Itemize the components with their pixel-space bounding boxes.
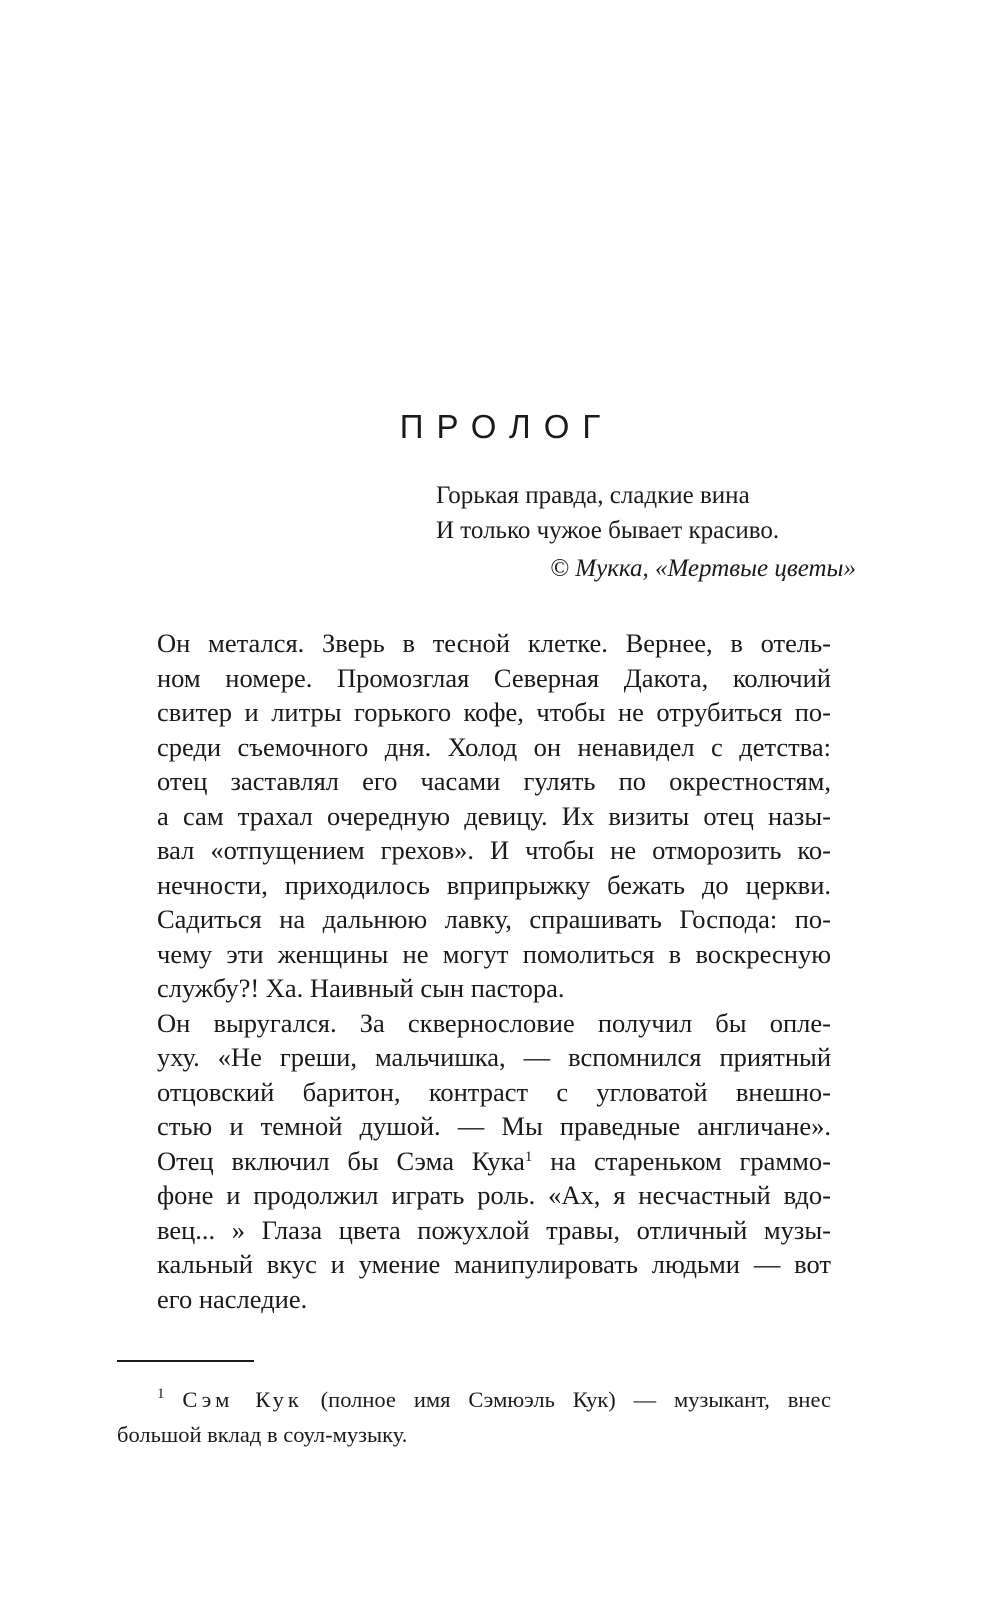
footnote-divider: [117, 1360, 254, 1362]
paragraph-line: ном номере. Промозглая Северная Дакота, колючий: [157, 662, 831, 693]
paragraph-line: отцовский баритон, контраст с угловатой внешно-: [157, 1076, 831, 1107]
paragraph-line: кальный вкус и умение манипулировать людьми — вот: [157, 1249, 831, 1279]
footnote-reference[interactable]: 1: [524, 1148, 533, 1165]
paragraph-1: [117, 626, 831, 1006]
epigraph-line-2: И только чужое бывает красиво.: [436, 517, 780, 544]
paragraph-line: уху. «Не греши, мальчишка, — вспомнился приятный: [157, 1042, 831, 1072]
footnote-line-1: [117, 1382, 831, 1417]
footnote-line-2: большой вклад в соул-музыку.: [117, 1422, 408, 1447]
epigraph-source: © Мукка, «Мертвые цветы»: [550, 555, 856, 582]
paragraph-line: нечности, приходилось вприпрыжку бежать до церкви.: [157, 869, 831, 900]
footnote-marker: 1: [157, 1386, 165, 1402]
paragraph-line: вец... » Глаза цвета пожухлой травы, отличный музы-: [157, 1214, 831, 1245]
paragraph-line: Садиться на дальнюю лавку, спрашивать Господа: по-: [157, 904, 831, 934]
paragraph-2: [117, 1006, 831, 1317]
paragraph-line: стью и темной душой. — Мы праведные англичане».: [157, 1111, 831, 1141]
body-text: [117, 626, 831, 1316]
paragraph-line: среди съемочного дня. Холод он ненавидел с детства:: [157, 731, 831, 762]
footnote-name: Сэм Кук: [182, 1387, 303, 1412]
paragraph-line-part: на стареньком граммо-: [550, 1145, 831, 1176]
paragraph-line: вал «отпущением грехов». И чтобы не отморозить ко-: [157, 835, 831, 865]
paragraph-line-with-footnote: [117, 1144, 831, 1179]
epigraph: [436, 478, 856, 586]
paragraph-line: службу?! Ха. Наивный сын пастора.: [157, 973, 565, 1003]
paragraph-line-part: Отец включил бы Сэма Кука: [157, 1145, 525, 1176]
paragraph-line: фоне и продолжил играть роль. «Ах, я несчастный вдо-: [157, 1180, 831, 1210]
footnote-text: (полное имя Сэмюэль Кук) — музыкант, внес: [320, 1387, 831, 1412]
paragraph-line: Он метался. Зверь в тесной клетке. Вернее, в отель-: [157, 628, 831, 658]
chapter-title: ПРОЛОГ: [399, 408, 614, 445]
paragraph-line: отец заставлял его часами гулять по окрестностям,: [157, 766, 831, 796]
paragraph-line: а сам трахал очередную девицу. Их визиты отец назы-: [157, 800, 831, 831]
paragraph-line: чему эти женщины не могут помолиться в воскресную: [157, 938, 831, 969]
footnote: [117, 1382, 831, 1452]
paragraph-line: Он выругался. За сквернословие получил бы опле-: [157, 1007, 831, 1038]
paragraph-line: свитер и литры горького кофе, чтобы не отрубиться по-: [157, 697, 831, 727]
epigraph-line-1: Горькая правда, сладкие вина: [436, 482, 750, 509]
paragraph-line: его наследие.: [157, 1283, 308, 1314]
